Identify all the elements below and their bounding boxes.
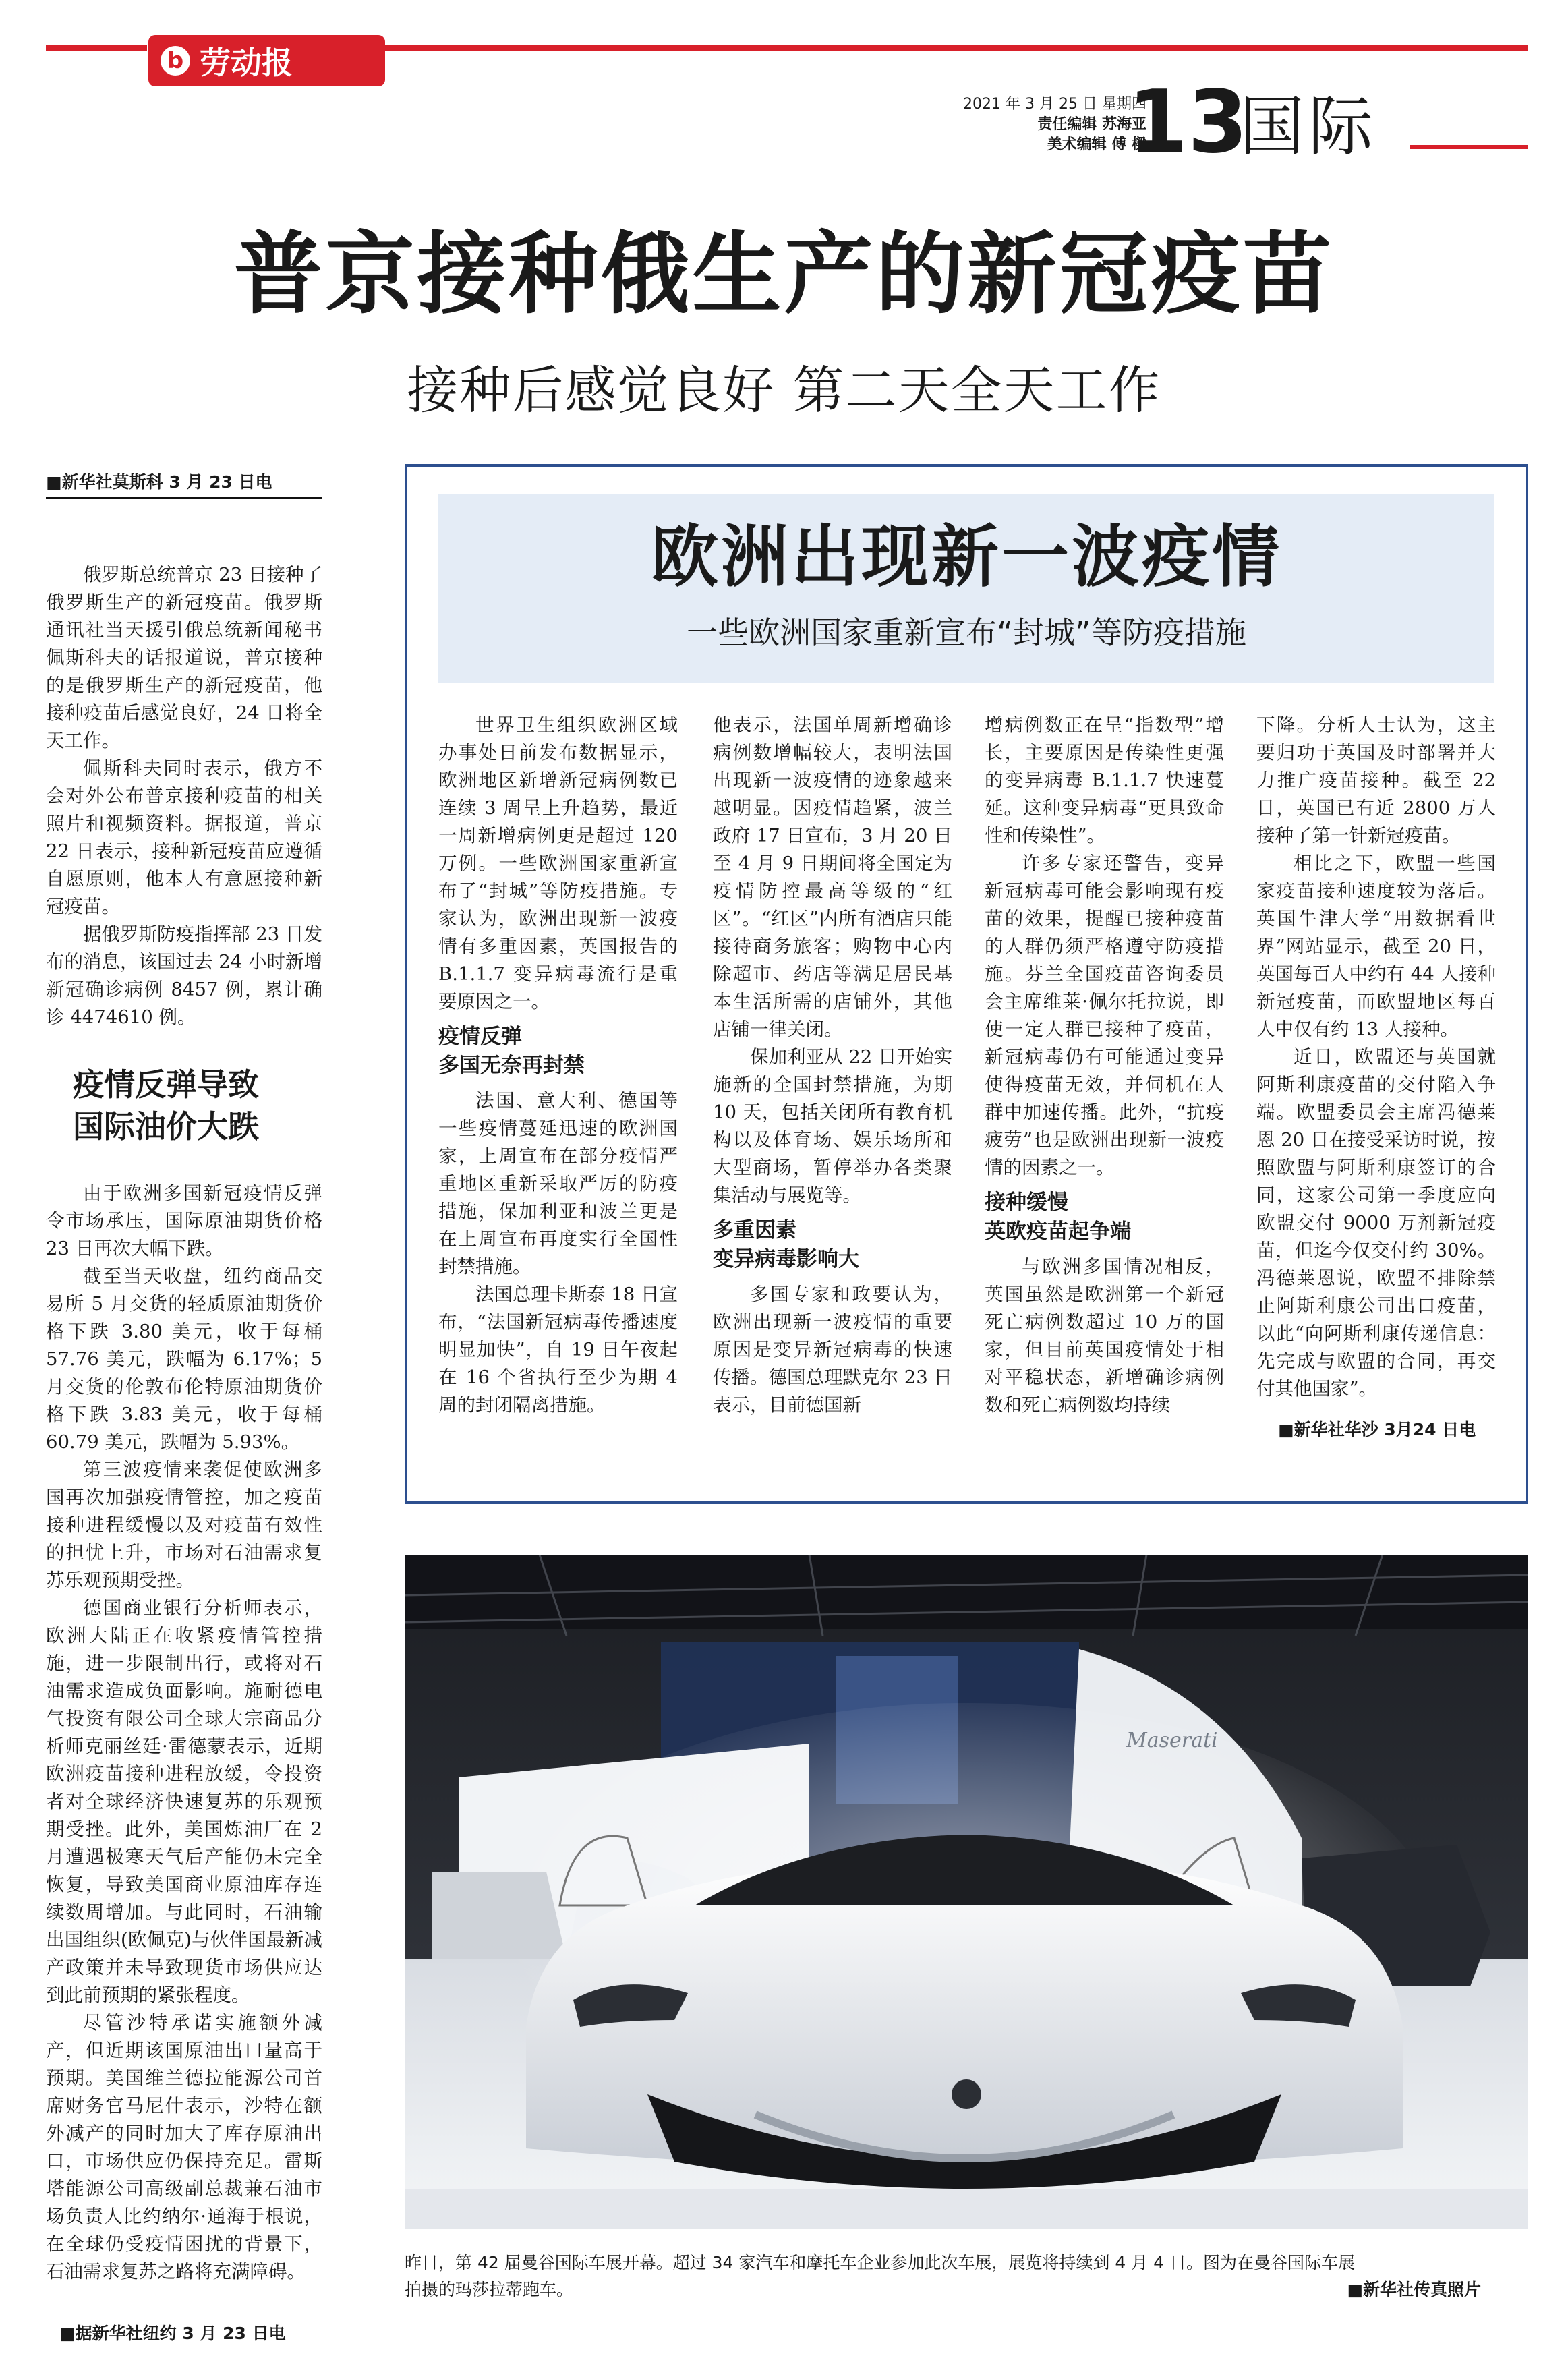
europe-paragraph: 他表示，法国单周新增确诊病例数增幅较大，表明法国出现新一波疫情的迹象越来越明显。因疫情趋紧，波兰政府 17 日宣布，3 月 20 日至 4 月 9 日期间将全国定为疫情防控最高等级的“红区”。“红区”内所有酒店只能接待商务旅客；购物中心内除超市、药店等满足居民基本生活所需的店铺外，其他店铺一律关闭。	[713, 714, 952, 1040]
photo-caption	[405, 2249, 1528, 2303]
oil-paragraph: 截至当天收盘，纽约商品交易所 5 月交货的轻质原油期货价格下跌 3.80 美元，收于每桶 57.76 美元，跌幅为 6.17%；5 月交货的伦敦布伦特原油期货价格下跌 3.83 美元，收于每桶 60.79 美元，跌幅为 5.93%。	[46, 1265, 322, 1453]
europe-subheadline: 一些欧洲国家重新宣布“封城”等防疫措施	[687, 614, 1246, 651]
caption-line	[405, 2276, 1528, 2303]
europe-col-3	[985, 712, 1224, 1419]
oil-paragraph: 德国商业银行分析师表示，欧洲大陆正在收紧疫情管控措施，进一步限制出行，或将对石油需求造成负面影响。施耐德电气投资有限公司全球大宗商品分析师克丽丝廷·雷德蒙表示，近期欧洲疫苗接种进程放缓，令投资者对全球经济快速复苏的乐观预期受挫。此外，美国炼油厂在 2 月遭遇极寒天气后产能仍未完全恢复，导致美国商业原油库存连续数周增加。与此同时，石油输出国组织(欧佩克)与伙伴国最新减产政策并未导致现货市场供应达到此前预期的紧张程度。	[46, 1597, 322, 2006]
europe-subhead-line: 英欧疫苗起争端	[985, 1219, 1131, 1244]
art-editor-credit: 美术编辑 傅 樑	[1047, 136, 1146, 153]
left-column	[46, 469, 322, 2286]
photo-credit: ■新华社传真照片	[1347, 2280, 1481, 2299]
oil-headline-line: 疫情反弹导致	[73, 1066, 259, 1103]
europe-subhead-line: 接种缓慢	[985, 1190, 1068, 1215]
europe-paragraph: 法国、意大利、德国等一些疫情蔓延迅速的欧洲国家，上周宣布在部分疫情严重地区重新采取严厉的防疫措施，保加利亚和波兰更是在上周宣布再度实行全国性封禁措施。	[438, 1090, 678, 1277]
europe-headline: 欧洲出现新一波疫情	[651, 517, 1282, 596]
section-name: 国际	[1240, 89, 1377, 165]
oil-paragraph: 由于欧洲多国新冠疫情反弹令市场承压，国际原油期货价格 23 日再次大幅下跌。	[46, 1182, 322, 1259]
car-photo-illustration	[405, 1555, 1528, 2229]
europe-subhead	[713, 1216, 952, 1274]
oil-body	[46, 1180, 322, 2286]
europe-subhead-line: 变异病毒影响大	[713, 1247, 859, 1271]
europe-paragraph: 近日，欧盟还与英国就阿斯利康疫苗的交付陷入争端。欧盟委员会主席冯德莱恩 20 日在接受采访时说，按照欧盟与阿斯利康签订的合同，这家公司第一季度应向欧盟交付 9000 万剂新冠疫苗，但迄今仅交付约 30%。冯德莱恩说，欧盟不排除禁止阿斯利康公司出口疫苗，以此“向阿斯利康传递信息：先完成与欧盟的合同，再交付其他国家”。	[1256, 1046, 1496, 1400]
lead-subheadline: 接种后感觉良好 第二天全天工作	[407, 360, 1161, 420]
europe-paragraph: 世界卫生组织欧洲区域办事处日前发布数据显示，欧洲地区新增新冠病例数已连续 3 周呈上升趋势，最近一周新增病例更是超过 120 万例。一些欧洲国家重新宣布了“封城”等防疫措施。专家认为，欧洲出现新一波疫情有多重因素，英国报告的 B.1.1.7 变异病毒流行是重要原因之一。	[438, 714, 678, 1012]
editor-credit: 责任编辑 苏海亚	[1037, 116, 1146, 133]
europe-subhead	[438, 1023, 678, 1081]
issue-date: 2021 年 3 月 25 日 星期四	[963, 96, 1146, 113]
oil-paragraph: 第三波疫情来袭促使欧洲多国再次加强疫情管控，加之疫苗接种进程缓慢以及对疫苗有效性的担忧上升，市场对石油需求复苏乐观预期受挫。	[46, 1459, 322, 1591]
lead-headline: 普京接种俄生产的新冠疫苗	[233, 222, 1335, 326]
europe-paragraph: 法国总理卡斯泰 18 日宣布，“法国新冠病毒传播速度明显加快”，自 19 日午夜起在 16 个省执行至少为期 4 周的封闭隔离措施。	[438, 1284, 678, 1416]
caption-line-2: 拍摄的玛莎拉蒂跑车。	[405, 2280, 574, 2299]
europe-paragraph: 相比之下，欧盟一些国家疫苗接种速度较为落后。英国牛津大学“用数据看世界”网站显示，截至 20 日，英国每百人中约有 44 人接种新冠疫苗，而欧盟地区每百人中仅有约 13 人接种。	[1256, 853, 1496, 1040]
issue-info	[863, 94, 1146, 155]
europe-paragraph: 增病例数正在呈“指数型”增长，主要原因是传染性更强的变异病毒 B.1.1.7 快速蔓延。这种变异病毒“更具致命性和传染性”。	[985, 714, 1224, 846]
logo-text: 劳动报	[200, 45, 293, 81]
lead-dateline: ■新华社莫斯科 3 月 23 日电	[46, 469, 322, 499]
europe-paragraph: 下降。分析人士认为，这主要归功于英国及时部署并大力推广疫苗接种。截至 22 日，英国已有近 2800 万人接种了第一针新冠疫苗。	[1256, 714, 1496, 846]
europe-col-2	[713, 712, 952, 1419]
oil-source: ■据新华社纽约 3 月 23 日电	[59, 2324, 286, 2343]
lead-paragraph: 俄罗斯总统普京 23 日接种了俄罗斯生产的新冠疫苗。俄罗斯通讯社当天援引俄总统新闻秘书佩斯科夫的话报道说，普京接种的是俄罗斯生产的新冠疫苗，他接种疫苗后感觉良好，24 日将全天工作。	[46, 564, 322, 751]
car-show-photo	[405, 1555, 1528, 2229]
oil-paragraph: 尽管沙特承诺实施额外减产，但近期该国原油出口量高于预期。美国维兰德拉能源公司首席财务官马尼什表示，沙特在额外减产的同时加大了库存原油出口，市场供应仍保持充足。雷斯塔能源公司高级副总裁兼石油市场负责人比约纳尔·通海于根说，在全球仍受疫情困扰的背景下，石油需求复苏之路将充满障碍。	[46, 2012, 322, 2282]
oil-headline	[73, 1064, 322, 1147]
section-red-rule	[1410, 145, 1528, 149]
europe-paragraph: 保加利亚从 22 日开始实施新的全国封禁措施，为期 10 天，包括关闭所有教育机构以及体育场、娱乐场所和大型商场，暂停举办各类聚集活动与展览等。	[713, 1046, 952, 1206]
lead-paragraph: 据俄罗斯防疫指挥部 23 日发布的消息，该国过去 24 小时新增新冠确诊病例 8457 例，累计确诊 4474610 例。	[46, 923, 322, 1028]
caption-line: 昨日，第 42 届曼谷国际车展开幕。超过 34 家汽车和摩托车企业参加此次车展，展览将持续到 4 月 4 日。图为在曼谷国际车展	[405, 2253, 1356, 2272]
europe-subhead	[985, 1188, 1224, 1246]
europe-paragraph: 多国专家和政要认为，欧洲出现新一波疫情的重要原因是变异新冠病毒的快速传播。德国总理默克尔 23 日表示，目前德国新	[713, 1284, 952, 1416]
europe-source: ■新华社华沙 3月24 日电	[1278, 1420, 1476, 1439]
oil-headline-line: 国际油价大跌	[73, 1108, 259, 1145]
europe-subhead-line: 疫情反弹	[438, 1025, 522, 1049]
europe-col-4	[1256, 712, 1496, 1403]
europe-paragraph: 许多专家还警告，变异新冠病毒可能会影响现有疫苗的效果，提醒已接种疫苗的人群仍须严格遵守防疫措施。芬兰全国疫苗咨询委员会主席维莱·佩尔托拉说，即使一定人群已接种了疫苗，新冠病毒仍有可能通过变异使得疫苗无效，并伺机在人群中加速传播。此外，“抗疫疲劳”也是欧洲出现新一波疫情的因素之一。	[985, 853, 1224, 1178]
logo-icon: b	[161, 46, 190, 76]
europe-subhead-line: 多重因素	[713, 1218, 796, 1242]
top-red-rule-right	[376, 45, 1528, 51]
page-number: 13	[1128, 72, 1248, 173]
top-red-rule-left	[46, 45, 147, 51]
lead-paragraph: 佩斯科夫同时表示，俄方不会对外公布普京接种疫苗的相关照片和视频资料。据报道，普京 22 日表示，接种新冠疫苗应遵循自愿原则，他本人有意愿接种新冠疫苗。	[46, 757, 322, 917]
europe-paragraph: 与欧洲多国情况相反，英国虽然是欧洲第一个新冠死亡病例数超过 10 万的国家，但目前英国疫情处于相对平稳状态，新增确诊病例数和死亡病例数均持续	[985, 1256, 1224, 1416]
newspaper-logo	[148, 35, 385, 86]
europe-col-1	[438, 712, 678, 1419]
europe-subhead-line: 多国无奈再封禁	[438, 1054, 585, 1078]
lead-body	[46, 561, 322, 1031]
